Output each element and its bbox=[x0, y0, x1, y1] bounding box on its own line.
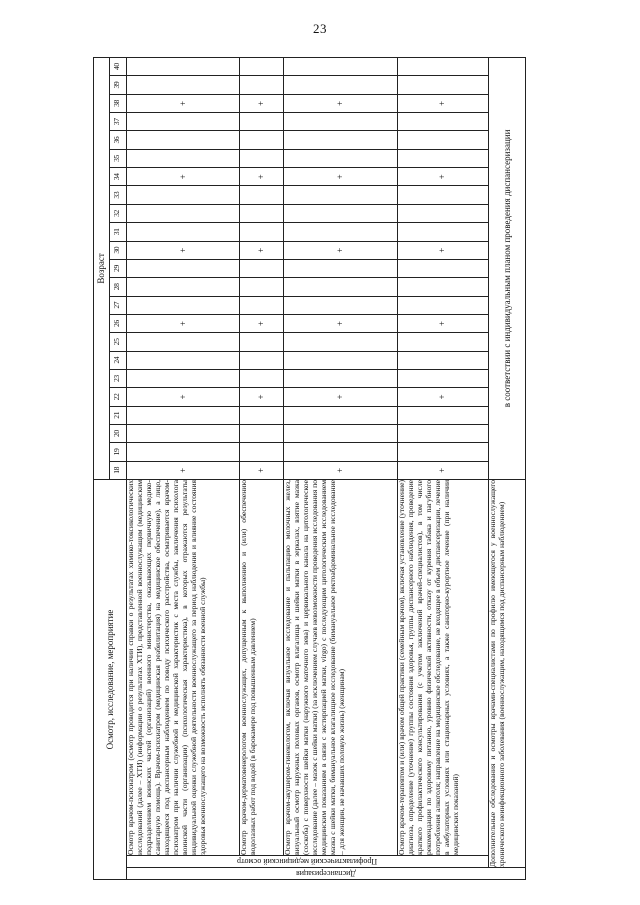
age-mark-cell: + bbox=[397, 241, 488, 259]
age-mark-cell bbox=[127, 278, 240, 296]
age-mark-cell: + bbox=[397, 461, 488, 479]
age-mark-cell bbox=[283, 76, 397, 94]
age-mark-cell bbox=[283, 424, 397, 442]
age-mark-cell bbox=[240, 333, 284, 351]
age-mark-cell: + bbox=[283, 94, 397, 112]
age-mark-cell: + bbox=[283, 241, 397, 259]
page-number: 23 bbox=[313, 21, 327, 36]
age-mark-cell bbox=[240, 296, 284, 314]
age-column-header: 33 bbox=[109, 186, 126, 204]
age-mark-cell bbox=[240, 406, 284, 424]
age-column-header: 31 bbox=[109, 223, 126, 241]
age-mark-cell bbox=[283, 223, 397, 241]
age-mark-cell bbox=[283, 296, 397, 314]
table-row bbox=[283, 57, 397, 879]
age-mark-cell bbox=[240, 223, 284, 241]
age-mark-cell bbox=[127, 57, 240, 76]
age-mark-cell bbox=[240, 204, 284, 222]
age-mark-cell: + bbox=[397, 168, 488, 186]
table-row bbox=[127, 57, 240, 879]
row-description: Осмотр врачом-психиатром (осмотр проводится при наличии справки о результатах химико-токсикологических исследований (далее – ХТИ) (информации о результатах ХТИ), представленной военнослужащим (медицинским подразделением воинских частей (организаций) военного министерства, оказывающих первичную медико-санитарную помощь). Врачом-психиатром (медицинская реабилитация) на медицинское обеспечение), а лицо, находящееся под диспансерным наблюдением по поводу психического расстройства, осматривается врачом-психиатром при наличии служебной и медицинской характеристик с места службы, заключения психолога воинской части (организации) (психологическая характеристика), в которых отражаются результаты индивидуальной оценки служебной деятельности военнослужащего за период наблюдения и влияние состояния здоровья военнослужащего на возможность исполнять обязанности военной службы) bbox=[127, 479, 240, 855]
age-mark-cell bbox=[397, 443, 488, 461]
age-mark-cell bbox=[283, 278, 397, 296]
age-mark-cell bbox=[397, 424, 488, 442]
age-column-header: 38 bbox=[109, 94, 126, 112]
age-mark-cell: + bbox=[240, 168, 284, 186]
age-column-header: 25 bbox=[109, 333, 126, 351]
age-mark-cell: + bbox=[283, 314, 397, 332]
age-mark-cell: + bbox=[283, 388, 397, 406]
age-column-header: 40 bbox=[109, 57, 126, 76]
column-header-description: Осмотр, исследование, мероприятие bbox=[94, 479, 127, 879]
age-mark-cell bbox=[397, 57, 488, 76]
age-mark-cell: + bbox=[283, 461, 397, 479]
age-column-header: 32 bbox=[109, 204, 126, 222]
age-mark-cell bbox=[127, 424, 240, 442]
age-mark-cell: + bbox=[240, 388, 284, 406]
age-mark-cell: + bbox=[240, 94, 284, 112]
section-preventive-exam bbox=[127, 856, 489, 868]
age-mark-cell bbox=[240, 149, 284, 167]
age-mark-cell bbox=[283, 149, 397, 167]
age-mark-cell bbox=[283, 131, 397, 149]
age-mark-cell bbox=[240, 186, 284, 204]
age-mark-cell: + bbox=[127, 168, 240, 186]
age-column-header: 30 bbox=[109, 241, 126, 259]
age-mark-cell bbox=[127, 76, 240, 94]
section-dispanserization-label: Диспансеризация bbox=[296, 869, 356, 879]
column-header-age: Возраст bbox=[94, 57, 110, 479]
row-note: в соответствии с индивидуальным планом проведения диспансеризации bbox=[488, 57, 525, 479]
age-mark-cell: + bbox=[240, 461, 284, 479]
age-mark-cell: + bbox=[283, 168, 397, 186]
row-description: Дополнительные обследования и осмотры врачами-специалистами по профилю имеющегося у военнослужащего хронического неинфекционного заболевания (военнослужащим, находящимся под диспансерным наблюдением) bbox=[488, 479, 525, 867]
age-mark-cell bbox=[127, 296, 240, 314]
age-mark-cell bbox=[397, 186, 488, 204]
age-column-header: 18 bbox=[109, 461, 126, 479]
age-column-header: 37 bbox=[109, 113, 126, 131]
age-mark-cell bbox=[397, 406, 488, 424]
age-column-header: 39 bbox=[109, 76, 126, 94]
age-mark-cell bbox=[283, 369, 397, 387]
age-column-header: 28 bbox=[109, 278, 126, 296]
age-mark-cell: + bbox=[127, 461, 240, 479]
age-mark-cell bbox=[240, 424, 284, 442]
examination-schedule-table bbox=[93, 57, 526, 880]
age-mark-cell bbox=[283, 204, 397, 222]
age-mark-cell bbox=[283, 351, 397, 369]
age-mark-cell bbox=[283, 443, 397, 461]
row-description: Осмотр врачом-дерматовенерологом военнослужащих, допущенным к выполнению и (или) обеспечению водолазных работ под водой (в барокамере под повышенным давлением) bbox=[240, 479, 284, 855]
age-mark-cell bbox=[127, 113, 240, 131]
age-column-header: 19 bbox=[109, 443, 126, 461]
age-column-header: 29 bbox=[109, 259, 126, 277]
age-mark-cell: + bbox=[127, 314, 240, 332]
age-mark-cell bbox=[397, 259, 488, 277]
age-mark-cell bbox=[240, 76, 284, 94]
age-mark-cell: + bbox=[240, 241, 284, 259]
age-mark-cell bbox=[283, 333, 397, 351]
age-mark-cell bbox=[127, 443, 240, 461]
table-row bbox=[240, 57, 284, 879]
age-mark-cell bbox=[240, 131, 284, 149]
rotated-table-page bbox=[93, 60, 522, 880]
age-mark-cell bbox=[283, 406, 397, 424]
age-column-header: 26 bbox=[109, 314, 126, 332]
age-mark-cell bbox=[127, 406, 240, 424]
row-description: Осмотр врачом-терапевтом и (или) врачом общей практики (семейным врачом), включая установление (уточнение) диагноза, определение (уточнение) группы состояния здоровья, группы диспансерного наблюдения, проведение краткого профилактического консультирования (с учетом заключений врачей-специалистов), в том числе рекомендации по здоровому питанию, уровню физической активности, отказу от курения табака и пагубного потребления алкоголя; направление на медицинское обследование, не входящее в объем диспансеризации, лечение в амбулаторных условиях или стационарных условиях, а также санаторно-курортное лечение (при наличии медицинских показаний) bbox=[397, 479, 488, 855]
age-column-header: 22 bbox=[109, 388, 126, 406]
age-mark-cell bbox=[127, 333, 240, 351]
age-mark-cell bbox=[397, 278, 488, 296]
age-mark-cell bbox=[397, 369, 488, 387]
age-mark-cell: + bbox=[127, 94, 240, 112]
age-column-header: 20 bbox=[109, 424, 126, 442]
age-column-header: 35 bbox=[109, 149, 126, 167]
age-mark-cell bbox=[240, 113, 284, 131]
age-column-header: 21 bbox=[109, 406, 126, 424]
table-row bbox=[397, 57, 488, 879]
age-mark-cell: + bbox=[397, 388, 488, 406]
age-mark-cell bbox=[397, 204, 488, 222]
age-column-header: 27 bbox=[109, 296, 126, 314]
age-mark-cell bbox=[240, 57, 284, 76]
age-mark-cell: + bbox=[397, 94, 488, 112]
age-mark-cell bbox=[127, 186, 240, 204]
age-mark-cell bbox=[127, 223, 240, 241]
section-preventive-exam-label: Профилактический медицинский осмотр bbox=[237, 857, 378, 867]
age-mark-cell bbox=[127, 351, 240, 369]
age-mark-cell: + bbox=[127, 388, 240, 406]
age-mark-cell bbox=[127, 149, 240, 167]
age-mark-cell bbox=[127, 369, 240, 387]
age-mark-cell bbox=[397, 113, 488, 131]
row-description: Осмотр врачом-акушером-гинекологом, включая визуальное исследование и пальпацию молочных желез, визуальный осмотр наружных половых органов, осмотр влагалища и шейки матки в зеркалах, взятие мазка (соскоба) с поверхности шейки матки (наружного маточного зева) и цервикального канала на цитологическое исследование (далее – мазок с шейки матки) (за исключением случаев невозможности проведения исследования по медицинским показаниям в связи с экстирпацией матки, virgo) с последующим цитологическим исследованием мазка с шейки матки, бимануальное влагалищное исследование (бимануальное ректоабдоминальное исследование – для женщин, не начавших половую жизнь) (женщинам) bbox=[283, 479, 397, 855]
age-mark-cell bbox=[397, 131, 488, 149]
table-row bbox=[488, 57, 525, 879]
age-mark-cell bbox=[397, 149, 488, 167]
age-mark-cell bbox=[240, 443, 284, 461]
age-mark-cell bbox=[397, 223, 488, 241]
age-mark-cell bbox=[240, 259, 284, 277]
age-mark-cell bbox=[397, 351, 488, 369]
age-mark-cell bbox=[283, 57, 397, 76]
age-column-header: 34 bbox=[109, 168, 126, 186]
age-mark-cell bbox=[127, 204, 240, 222]
age-mark-cell bbox=[283, 186, 397, 204]
age-column-header: 36 bbox=[109, 131, 126, 149]
age-mark-cell bbox=[127, 259, 240, 277]
age-mark-cell bbox=[397, 76, 488, 94]
age-mark-cell bbox=[283, 113, 397, 131]
age-mark-cell bbox=[127, 131, 240, 149]
age-mark-cell bbox=[397, 333, 488, 351]
age-column-header: 24 bbox=[109, 351, 126, 369]
age-mark-cell bbox=[240, 369, 284, 387]
age-mark-cell bbox=[240, 351, 284, 369]
age-column-header: 23 bbox=[109, 369, 126, 387]
age-mark-cell bbox=[397, 296, 488, 314]
age-mark-cell: + bbox=[127, 241, 240, 259]
age-mark-cell: + bbox=[397, 314, 488, 332]
age-mark-cell: + bbox=[240, 314, 284, 332]
age-mark-cell bbox=[240, 278, 284, 296]
age-mark-cell bbox=[283, 259, 397, 277]
section-dispanserization bbox=[127, 868, 526, 880]
